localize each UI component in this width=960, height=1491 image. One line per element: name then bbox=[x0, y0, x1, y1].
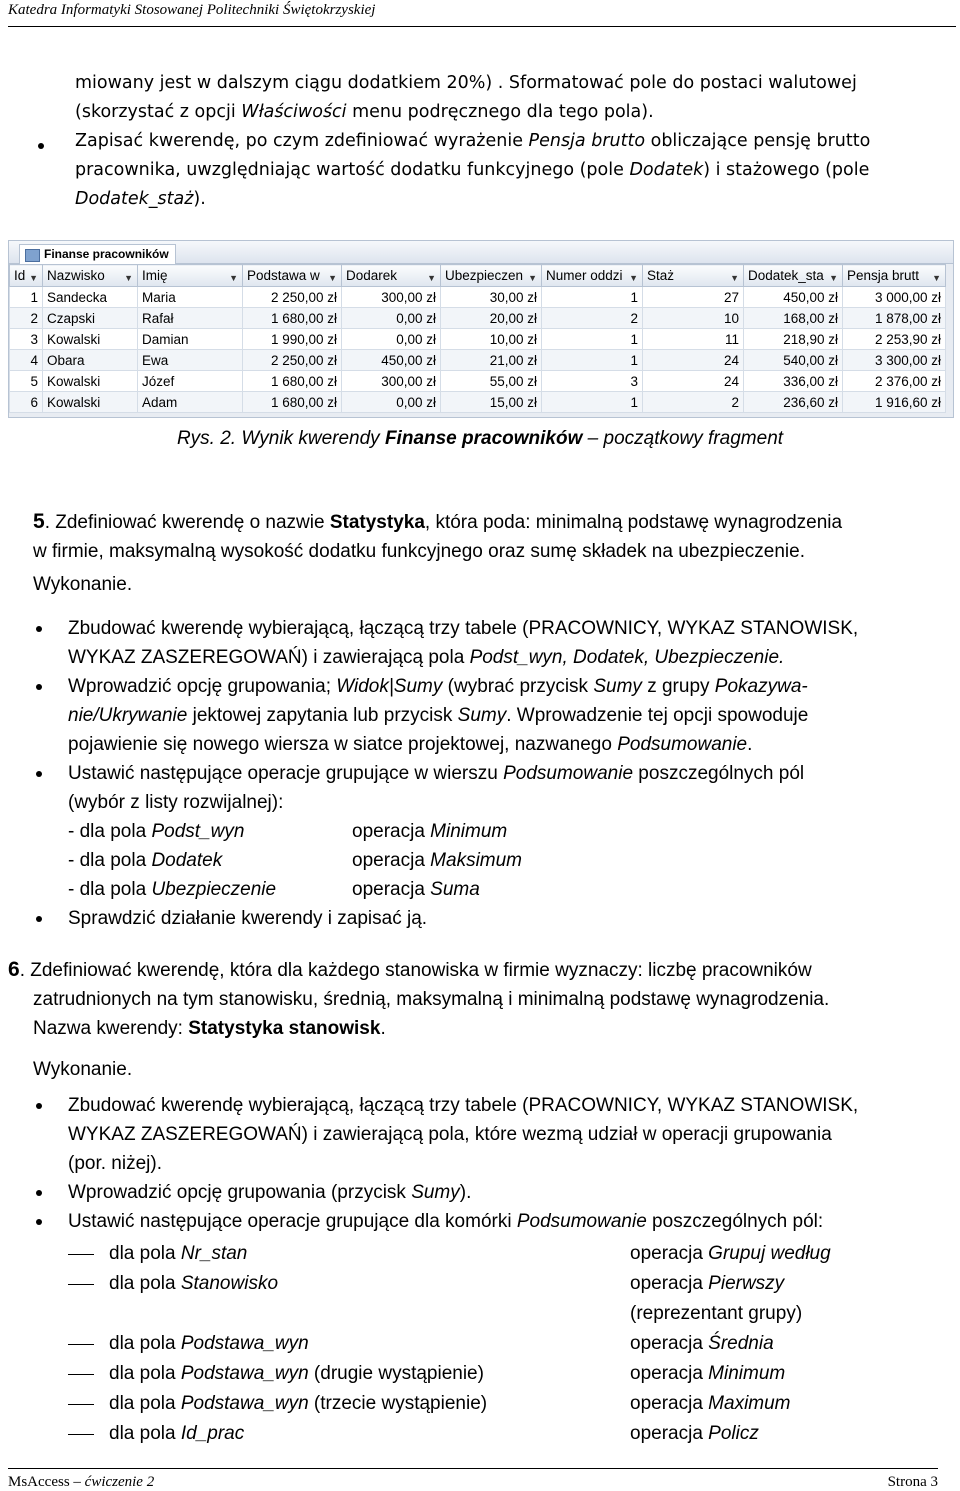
column-header[interactable]: Nazwisko ▼ bbox=[43, 265, 138, 287]
table-cell[interactable]: 1 bbox=[10, 287, 43, 308]
table-cell[interactable]: 1 680,00 zł bbox=[243, 308, 342, 329]
op-row: dla pola Nr_stan operacja Grupuj według bbox=[68, 1239, 948, 1269]
table-row[interactable] bbox=[10, 371, 946, 392]
table-cell[interactable]: 336,00 zł bbox=[744, 371, 843, 392]
op-row: dla pola Podstawa_wyn (trzecie wystąpienie) operacja Maximum bbox=[68, 1389, 948, 1419]
bullet-icon bbox=[36, 684, 42, 690]
table-cell[interactable]: 2 250,00 zł bbox=[243, 350, 342, 371]
table-cell[interactable]: 15,00 zł bbox=[441, 392, 542, 413]
column-header[interactable]: Dodatek_sta ▼ bbox=[744, 265, 843, 287]
dash-icon bbox=[68, 1254, 94, 1255]
dash-icon bbox=[68, 1404, 94, 1405]
intro-text: miowany jest w dalszym ciągu dodatkiem 20%) . Sformatować pole do postaci walutowej (skorzystać z opcji Właściwości menu podręcznego dla tego pola). Zapisać kwerendę, po czym zdefiniować wyrażenie Pensja brutto obliczające pensję brutto pracownika, uwzględniając wartość dodatku funkcyjnego (pole Dodatek) i stażowego (pole Dodatek_staż). bbox=[75, 73, 871, 209]
op-row: dla pola Podstawa_wyn (drugie wystąpienie) operacja Minimum bbox=[68, 1359, 948, 1389]
op-row: - dla pola Podst_wyn operacja Minimum bbox=[68, 821, 508, 842]
column-header[interactable]: Dodarek ▼ bbox=[342, 265, 441, 287]
table-cell[interactable]: 218,90 zł bbox=[744, 329, 843, 350]
table-cell[interactable]: 10 bbox=[643, 308, 744, 329]
dash-icon bbox=[68, 1344, 94, 1345]
table-cell[interactable]: Obara bbox=[43, 350, 138, 371]
query-result-figure bbox=[8, 240, 954, 418]
table-cell[interactable]: 6 bbox=[10, 392, 43, 413]
table-row[interactable] bbox=[10, 287, 946, 308]
table-cell[interactable]: Kowalski bbox=[43, 371, 138, 392]
table-cell[interactable]: Czapski bbox=[43, 308, 138, 329]
table-cell[interactable]: 2 376,00 zł bbox=[843, 371, 946, 392]
table-cell[interactable]: Ewa bbox=[138, 350, 243, 371]
op-row: - dla pola Dodatek operacja Maksimum bbox=[68, 850, 523, 871]
table-cell[interactable]: 5 bbox=[10, 371, 43, 392]
op-row: dla pola Podstawa_wyn operacja Średnia bbox=[68, 1329, 948, 1359]
table-cell[interactable]: 0,00 zł bbox=[342, 308, 441, 329]
column-header[interactable]: Staż ▼ bbox=[643, 265, 744, 287]
column-header[interactable]: Ubezpieczen ▼ bbox=[441, 265, 542, 287]
table-cell[interactable]: 168,00 zł bbox=[744, 308, 843, 329]
figure-caption: Rys. 2. Wynik kwerendy Finanse pracowników – początkowy fragment bbox=[176, 428, 784, 449]
op-row: dla pola Id_prac operacja Policz bbox=[68, 1419, 948, 1449]
table-cell[interactable]: 2 bbox=[643, 392, 744, 413]
table-cell[interactable]: 2 bbox=[10, 308, 43, 329]
table-row[interactable] bbox=[10, 392, 946, 413]
table-cell[interactable]: 1 916,60 zł bbox=[843, 392, 946, 413]
table-cell[interactable]: 0,00 zł bbox=[342, 329, 441, 350]
table-cell[interactable]: 1 990,00 zł bbox=[243, 329, 342, 350]
table-row[interactable] bbox=[10, 329, 946, 350]
table-cell[interactable]: 2 bbox=[542, 308, 643, 329]
dash-icon bbox=[68, 1284, 94, 1285]
table-cell[interactable]: 1 878,00 zł bbox=[843, 308, 946, 329]
table-cell[interactable]: Kowalski bbox=[43, 392, 138, 413]
column-header[interactable]: Podstawa w ▼ bbox=[243, 265, 342, 287]
tab-finanse-pracownikow[interactable]: Finanse pracowników bbox=[19, 244, 176, 264]
chevron-down-icon: ▼ bbox=[528, 273, 537, 283]
bullet-icon bbox=[36, 1103, 42, 1109]
table-cell[interactable]: Kowalski bbox=[43, 329, 138, 350]
chevron-down-icon: ▼ bbox=[29, 273, 38, 283]
table-cell[interactable]: 236,60 zł bbox=[744, 392, 843, 413]
bullet-icon bbox=[36, 1190, 42, 1196]
tab-bar bbox=[9, 241, 953, 264]
section-6: 6. Zdefiniować kwerendę, która dla każdego stanowiska w firmie wyznaczy: liczbę pracowników zatrudnionych na tym stanowisku, średnią, maksymalną i minimalną podstawę wynagrodzenia. Nazwa kwerendy: Statystyka stanowisk. Wykonanie. bbox=[8, 958, 830, 1080]
table-cell[interactable]: Rafał bbox=[138, 308, 243, 329]
table-cell[interactable]: Damian bbox=[138, 329, 243, 350]
table-cell[interactable]: 27 bbox=[643, 287, 744, 308]
table-cell[interactable]: 3 000,00 zł bbox=[843, 287, 946, 308]
table-cell[interactable]: 450,00 zł bbox=[342, 350, 441, 371]
table-cell[interactable]: Sandecka bbox=[43, 287, 138, 308]
section-6-ops bbox=[68, 1239, 948, 1449]
bullet-icon bbox=[36, 771, 42, 777]
chevron-down-icon: ▼ bbox=[629, 273, 638, 283]
table-cell[interactable]: 21,00 zł bbox=[441, 350, 542, 371]
column-header[interactable]: Numer oddzi ▼ bbox=[542, 265, 643, 287]
section-6-steps: Zbudować kwerendę wybierającą, łączącą trzy tabele (PRACOWNICY, WYKAZ STANOWISK, WYKAZ ZASZEREGOWAŃ) i zawierającą pola, które wezmą udział w operacji grupowania (por. niżej). Wprowadzić opcję grupowania (przycisk Sumy). Ustawić następujące operacje grupujące dla komórki Podsumowanie poszczególnych pól: bbox=[68, 1095, 859, 1232]
table-cell[interactable]: 540,00 zł bbox=[744, 350, 843, 371]
table-cell[interactable]: 24 bbox=[643, 350, 744, 371]
page-number: Strona 3 bbox=[887, 1474, 938, 1490]
table-cell[interactable]: Maria bbox=[138, 287, 243, 308]
page-footer: MsAccess – ćwiczenie 2 Strona 3 bbox=[8, 1468, 938, 1491]
table-cell[interactable]: 4 bbox=[10, 350, 43, 371]
table-cell[interactable]: 1 bbox=[542, 350, 643, 371]
table-cell[interactable]: Adam bbox=[138, 392, 243, 413]
table-cell[interactable]: 1 bbox=[542, 392, 643, 413]
table-cell[interactable]: 1 bbox=[542, 287, 643, 308]
table-cell[interactable]: 1 680,00 zł bbox=[243, 371, 342, 392]
section-5: 5. Zdefiniować kwerendę o nazwie Statystyka, która poda: minimalną podstawę wynagrodzenia w firmie, maksymalną wysokość dodatku funkcyjnego oraz sumę składek na ubezpieczenie. Wykonanie. bbox=[33, 510, 843, 595]
table-cell[interactable]: 20,00 zł bbox=[441, 308, 542, 329]
table-cell[interactable]: 1 bbox=[542, 329, 643, 350]
chevron-down-icon: ▼ bbox=[730, 273, 739, 283]
table-cell[interactable]: 2 253,90 zł bbox=[843, 329, 946, 350]
datasheet-table bbox=[9, 264, 946, 413]
bullet-icon bbox=[36, 626, 42, 632]
chevron-down-icon: ▼ bbox=[328, 273, 337, 283]
dash-icon bbox=[68, 1434, 94, 1435]
table-row[interactable] bbox=[10, 308, 946, 329]
chevron-down-icon: ▼ bbox=[932, 273, 941, 283]
table-cell[interactable]: 3 300,00 zł bbox=[843, 350, 946, 371]
section-5-steps: Zbudować kwerendę wybierającą, łączącą trzy tabele (PRACOWNICY, WYKAZ STANOWISK, WYKAZ ZASZEREGOWAŃ) i zawierającą pola Podst_wyn, Dodatek, Ubezpieczenie. Wprowadzić opcję grupowania; Widok|Sumy (wybrać przycisk Sumy z grupy Pokazywa- nie/Ukrywanie jektowej zapytania lub przycisk Sumy. Wprowadzenie tej opcji spowoduje pojawienie się nowego wiersza w siatce projektowej, nazwanego Podsumowanie. Ustawić następujące operacje grupujące w wierszu Podsumowanie poszczególnych pól (wybór z listy rozwijalnej): - dla pola Podst_wyn operacja Minimum - dla pola Dodatek operacja Maksimum - dla pola Ubezpieczenie operacja Suma Sprawdzić działanie kwerendy i zapisać ją. bbox=[68, 614, 948, 933]
table-cell[interactable]: 3 bbox=[10, 329, 43, 350]
bullet-icon bbox=[36, 1219, 42, 1225]
table-cell[interactable]: 300,00 zł bbox=[342, 371, 441, 392]
bullet-icon bbox=[38, 143, 44, 149]
table-row[interactable] bbox=[10, 350, 946, 371]
bullet-icon bbox=[36, 916, 42, 922]
chevron-down-icon: ▼ bbox=[427, 273, 436, 283]
column-header[interactable]: Pensja brutt ▼ bbox=[843, 265, 946, 287]
table-cell[interactable]: Józef bbox=[138, 371, 243, 392]
table-cell[interactable]: 450,00 zł bbox=[744, 287, 843, 308]
table-header-row bbox=[10, 265, 946, 287]
op-row-extra: (reprezentant grupy) bbox=[630, 1303, 803, 1324]
query-icon bbox=[25, 249, 40, 262]
table-cell[interactable]: 3 bbox=[542, 371, 643, 392]
table-cell[interactable]: 300,00 zł bbox=[342, 287, 441, 308]
page-header: Katedra Informatyki Stosowanej Politechniki Świętokrzyskiej bbox=[8, 2, 956, 27]
chevron-down-icon: ▼ bbox=[229, 273, 238, 283]
table-cell[interactable]: 11 bbox=[643, 329, 744, 350]
table-cell[interactable]: 0,00 zł bbox=[342, 392, 441, 413]
table-cell[interactable]: 2 250,00 zł bbox=[243, 287, 342, 308]
table-cell[interactable]: 10,00 zł bbox=[441, 329, 542, 350]
chevron-down-icon: ▼ bbox=[829, 273, 838, 283]
op-row: - dla pola Ubezpieczenie operacja Suma bbox=[68, 879, 480, 900]
op-row: dla pola Stanowisko operacja Pierwszy bbox=[68, 1269, 948, 1299]
table-cell[interactable]: 55,00 zł bbox=[441, 371, 542, 392]
column-header[interactable]: Imię ▼ bbox=[138, 265, 243, 287]
column-header[interactable]: Id ▼ bbox=[10, 265, 43, 287]
chevron-down-icon: ▼ bbox=[124, 273, 133, 283]
table-cell[interactable]: 24 bbox=[643, 371, 744, 392]
dash-icon bbox=[68, 1374, 94, 1375]
table-cell[interactable]: 30,00 zł bbox=[441, 287, 542, 308]
table-cell[interactable]: 1 680,00 zł bbox=[243, 392, 342, 413]
